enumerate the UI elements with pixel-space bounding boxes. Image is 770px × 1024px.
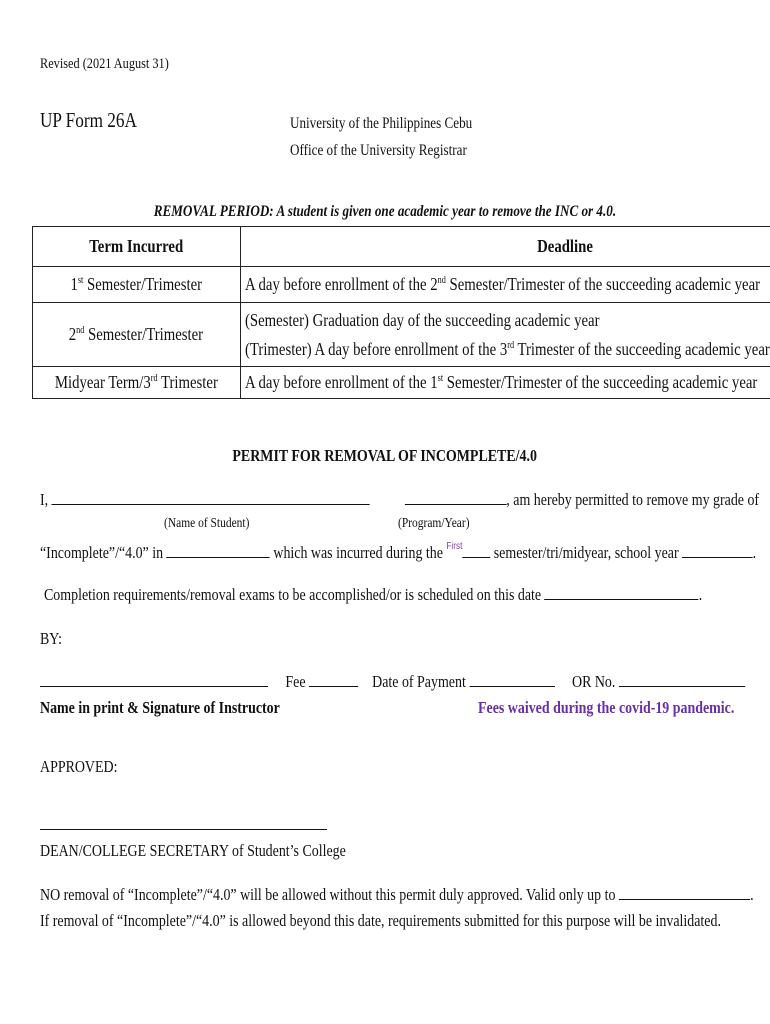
table-row <box>33 267 770 303</box>
fees-waived-note: Fees waived during the covid-19 pandemic. <box>478 698 735 717</box>
dean-signature-field[interactable] <box>40 816 327 830</box>
permit-title: PERMIT FOR REMOVAL OF INCOMPLETE/4.0 <box>232 446 538 465</box>
school-year-field[interactable] <box>682 544 753 558</box>
table-header-row <box>33 227 770 267</box>
completion-date-field[interactable] <box>545 586 699 600</box>
term-filled-value[interactable]: First <box>446 541 463 552</box>
approved-label: APPROVED: <box>40 757 118 776</box>
dean-signature-line <box>40 815 327 835</box>
removal-period-note <box>0 203 770 221</box>
office-name: Office of the University Registrar <box>290 142 467 159</box>
table-row <box>33 303 770 367</box>
table-row <box>33 367 770 399</box>
form-number: UP Form 26A <box>40 108 137 132</box>
or-number-field[interactable] <box>619 673 745 687</box>
removal-period-text: REMOVAL PERIOD: A student is given one academic year to remove the INC or 4.0. <box>153 203 617 220</box>
course-field[interactable] <box>167 544 270 558</box>
instructor-signature-field[interactable] <box>40 673 268 687</box>
deadline-cell: (Semester) Graduation day of the succeeding academic year (Trimester) A day before enrollment of the 3rd Trimester of the succeeding academic year <box>240 303 770 367</box>
dean-label: DEAN/COLLEGE SECRETARY of Student’s College <box>40 841 346 860</box>
completion-line: Completion requirements/removal exams to be accomplished/or is scheduled on this date . <box>44 585 703 604</box>
header-deadline: Deadline <box>240 227 770 267</box>
fee-field[interactable] <box>309 673 358 687</box>
label-name-of-student: (Name of Student) <box>164 516 250 531</box>
deadline-cell: A day before enrollment of the 2nd Semester/Trimester of the succeeding academic year <box>240 267 770 303</box>
by-label: BY: <box>40 629 62 648</box>
program-year-field[interactable] <box>405 491 507 505</box>
header-term-incurred: Term Incurred <box>33 227 241 267</box>
footer-line-1: NO removal of “Incomplete”/“4.0” will be allowed without this permit duly approved. Valid only up to . <box>40 885 754 904</box>
term-field[interactable] <box>462 544 490 558</box>
deadline-cell: A day before enrollment of the 1st Semester/Trimester of the succeeding academic year <box>240 367 770 399</box>
revision-date: Revised (2021 August 31) <box>40 56 169 72</box>
term-cell: 1st Semester/Trimester <box>33 267 241 303</box>
course-line: “Incomplete”/“4.0” in which was incurred during the $^{First}$ semester/tri/midyear, school year . <box>40 541 757 562</box>
term-cell: 2nd Semester/Trimester <box>33 303 241 367</box>
student-name-field[interactable] <box>52 491 370 505</box>
university-name: University of the Philippines Cebu <box>290 115 473 132</box>
student-line: I, , am hereby permitted to remove my grade of <box>40 490 760 509</box>
date-of-payment-field[interactable] <box>469 673 554 687</box>
instructor-line: Fee Date of Payment OR No. <box>40 672 745 692</box>
valid-until-field[interactable] <box>619 886 750 900</box>
label-program-year: (Program/Year) <box>398 516 470 531</box>
deadline-table <box>32 226 770 399</box>
footer-line-2: If removal of “Incomplete”/“4.0” is allowed beyond this date, requirements submitted for this purpose will be invalidated. <box>40 911 721 930</box>
term-cell: Midyear Term/3rd Trimester <box>33 367 241 399</box>
university-header <box>290 110 472 164</box>
instructor-label: Name in print & Signature of Instructor <box>40 698 280 717</box>
